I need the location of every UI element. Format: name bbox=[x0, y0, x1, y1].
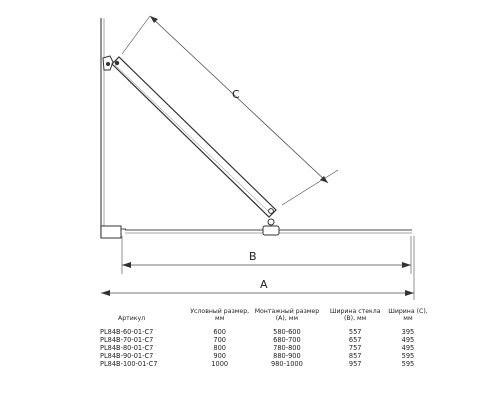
label-b: B bbox=[249, 250, 257, 263]
cell-article: PL84B-60-01-C7 bbox=[100, 328, 154, 336]
cell-nominal: 600 bbox=[213, 328, 227, 336]
bottom-hinge-icon bbox=[263, 219, 279, 235]
cell-nominal: 900 bbox=[213, 352, 227, 360]
cell-article: PL84B-80-01-C7 bbox=[100, 344, 154, 352]
header-width-c: Ширина (С), мм bbox=[388, 308, 428, 322]
header-glass-width: Ширина стекла (В), мм bbox=[329, 308, 381, 322]
table-row bbox=[100, 336, 430, 344]
cell-width-c: 595 bbox=[401, 352, 415, 360]
cell-mounting: 980-1000 bbox=[271, 360, 303, 368]
table-header-row bbox=[100, 308, 430, 328]
cell-glass: 757 bbox=[348, 344, 362, 352]
c-extension-bottom bbox=[282, 170, 338, 205]
cell-mounting: 580-600 bbox=[273, 328, 301, 336]
cell-width-c: 595 bbox=[401, 360, 415, 368]
b-arrow-end bbox=[402, 262, 411, 268]
table-row bbox=[100, 344, 430, 352]
table-row bbox=[100, 352, 430, 360]
table-row bbox=[100, 328, 430, 336]
table-row bbox=[100, 360, 430, 368]
cell-mounting: 680-700 bbox=[273, 336, 301, 344]
cell-nominal: 700 bbox=[213, 336, 227, 344]
label-c: C bbox=[232, 88, 240, 101]
b-arrow-start bbox=[122, 262, 131, 268]
a-arrow-end bbox=[405, 290, 414, 296]
top-hinge-icon bbox=[103, 56, 113, 70]
cell-glass: 957 bbox=[348, 360, 362, 368]
cell-width-c: 395 bbox=[401, 328, 415, 336]
cell-article: PL84B-100-01-C7 bbox=[100, 360, 158, 368]
a-arrow-start bbox=[101, 290, 110, 296]
wall-profile bbox=[101, 226, 121, 238]
spec-table bbox=[100, 308, 430, 368]
header-nominal-size: Условный размер, мм bbox=[190, 308, 250, 322]
label-a: A bbox=[260, 278, 268, 291]
cell-mounting: 880-900 bbox=[273, 352, 301, 360]
cell-nominal: 800 bbox=[213, 344, 227, 352]
c-extension-top bbox=[122, 16, 150, 54]
cell-width-c: 495 bbox=[401, 336, 415, 344]
cell-nominal: 1000 bbox=[211, 360, 229, 368]
cell-glass: 657 bbox=[348, 336, 362, 344]
cell-width-c: 495 bbox=[401, 344, 415, 352]
cell-mounting: 780-800 bbox=[273, 344, 301, 352]
cell-article: PL84B-70-01-C7 bbox=[100, 336, 154, 344]
cell-article: PL84B-90-01-C7 bbox=[100, 352, 154, 360]
cell-glass: 557 bbox=[348, 328, 362, 336]
door-panel bbox=[112, 57, 276, 217]
header-article: Артикул bbox=[118, 315, 146, 322]
cell-glass: 857 bbox=[348, 352, 362, 360]
header-mounting-size: Монтажный размер (А), мм bbox=[254, 308, 320, 322]
